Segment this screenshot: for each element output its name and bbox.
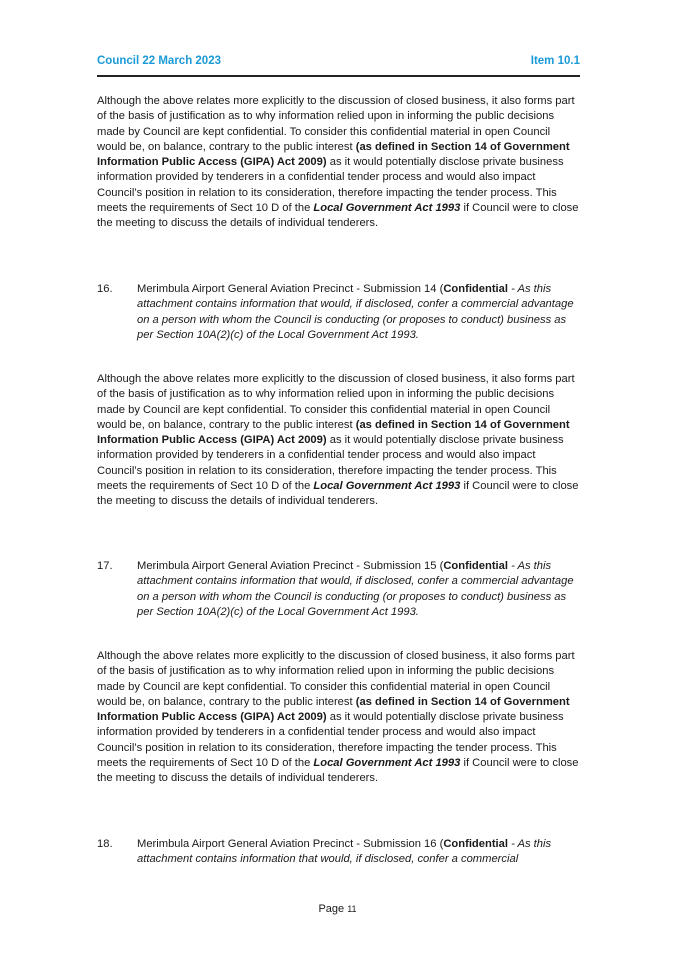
item-number-16: 16. xyxy=(97,283,113,295)
meeting-date: Council 22 March 2023 xyxy=(97,55,221,67)
page-label: Page xyxy=(318,903,345,915)
justification-paragraph-3: Although the above relates more explicitly to the discussion of closed business, it also forms part of the basis of justification as to why information relied upon in informing the public decisions made by Council are kept confidential. To consider this confidential material in open Council would be, on balance, contrary to the public interest (as defined in Section 14 of Government Information Public Access (GIPA) Act 2009) as it would potentially disclose private business information provided by tenderers in a confidential tender process and would also impact Council’s position in relation to its consideration, therefore impacting the tender process. This meets the requirements of Sect 10 D of the Local Government Act 1993 if Council were to close the meeting to discuss the details of individual tenderers. xyxy=(97,650,579,785)
item-number-17: 17. xyxy=(97,560,113,572)
item-number-18: 18. xyxy=(97,838,113,850)
page-footer xyxy=(0,903,675,915)
justification-paragraph-2: Although the above relates more explicitly to the discussion of closed business, it also forms part of the basis of justification as to why information relied upon in informing the public decisions made by Council are kept confidential. To consider this confidential material in open Council would be, on balance, contrary to the public interest (as defined in Section 14 of Government Information Public Access (GIPA) Act 2009) as it would potentially disclose private business information provided by tenderers in a confidential tender process and would also impact Council’s position in relation to its consideration, therefore impacting the tender process. This meets the requirements of Sect 10 D of the Local Government Act 1993 if Council were to close the meeting to discuss the details of individual tenderers. xyxy=(97,373,579,508)
page-header xyxy=(97,55,580,77)
item-number: Item 10.1 xyxy=(530,55,580,67)
justification-paragraph-1: Although the above relates more explicitly to the discussion of closed business, it also forms part of the basis of justification as to why information relied upon in informing the public decisions made by Council are kept confidential. To consider this confidential material in open Council would be, on balance, contrary to the public interest (as defined in Section 14 of Government Information Public Access (GIPA) Act 2009) as it would potentially disclose private business information provided by tenderers in a confidential tender process and would also impact Council’s position in relation to its consideration, therefore impacting the tender process. This meets the requirements of Sect 10 D of the Local Government Act 1993 if Council were to close the meeting to discuss the details of individual tenderers. xyxy=(97,95,579,230)
page-number: 11 xyxy=(347,904,357,914)
